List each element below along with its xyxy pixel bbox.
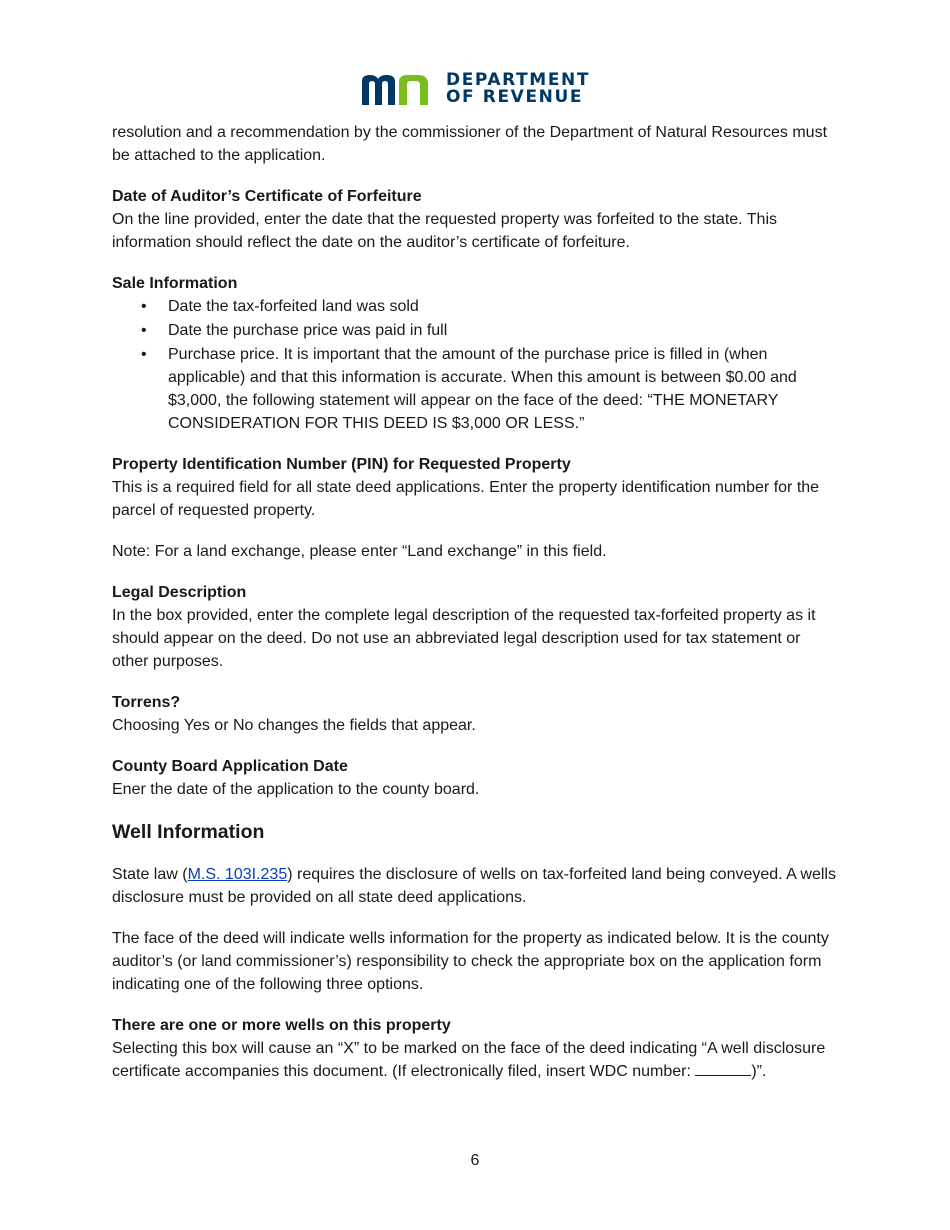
well-option-text: Selecting this box will cause an “X” to be marked on the face of the deed indicating “A well disclosure certificate accompanies this document. (If electronically filed, insert WDC number:	[112, 1040, 826, 1080]
list-item: • Purchase price. It is important that the amount of the purchase price is filled in (when applicable) and that this information is accurate. When this amount is between $0.00 and $3,000, the following statement will appear on the face of the deed: “THE MONETARY CONSIDERATION FOR THIS DEED IS $3,000 OR LESS.”	[168, 343, 840, 435]
sale-list	[112, 295, 840, 435]
well-option-heading: There are one or more wells on this property	[112, 1017, 451, 1034]
well-law-paragraph	[112, 863, 840, 909]
list-item: • Date the tax-forfeited land was sold	[168, 295, 840, 318]
wdc-number-blank	[695, 1060, 751, 1076]
well-face-paragraph: The face of the deed will indicate wells information for the property as indicated below. It is the county auditor’s (or land commissioner’s) responsibility to check the appropriate box on the application form indicating one of the following three options.	[112, 930, 829, 993]
legal-paragraph: In the box provided, enter the complete legal description of the requested tax-forfeited property as it should appear on the deed. Do not use an abbreviated legal description used for tax statement or other purposes.	[112, 607, 816, 670]
well-heading: Well Information	[112, 821, 265, 843]
pin-paragraph: This is a required field for all state deed applications. Enter the property identification number for the parcel of requested property.	[112, 479, 820, 519]
law-text-before: State law (	[112, 866, 188, 883]
well-option-end: )”.	[751, 1063, 767, 1080]
statute-link[interactable]: M.S. 103I.235	[187, 866, 288, 883]
legal-heading: Legal Description	[112, 584, 247, 601]
intro-paragraph: resolution and a recommendation by the commissioner of the Department of Natural Resources must be attached to the application.	[112, 124, 828, 164]
logo-line-2: OF REVENUE	[446, 87, 584, 107]
auditor-paragraph: On the line provided, enter the date that the requested property was forfeited to the state. This information should reflect the date on the auditor’s certificate of forfeiture.	[112, 211, 777, 251]
sale-heading: Sale Information	[112, 275, 238, 292]
page-number: 6	[470, 1152, 480, 1169]
document-body	[112, 121, 840, 1101]
torrens-heading: Torrens?	[112, 694, 181, 711]
department-logo	[360, 70, 600, 108]
torrens-paragraph: Choosing Yes or No changes the fields that appear.	[112, 717, 476, 734]
auditor-heading: Date of Auditor’s Certificate of Forfeiture	[112, 188, 422, 205]
county-board-paragraph: Ener the date of the application to the county board.	[112, 781, 480, 798]
county-board-heading: County Board Application Date	[112, 758, 348, 775]
well-option-paragraph	[112, 1037, 840, 1083]
logo-line-1: DEPARTMENT	[446, 70, 591, 90]
law-text-after: ) requires the disclosure of wells on tax-forfeited land being conveyed. A wells disclosure must be provided on all state deed applications.	[112, 866, 836, 906]
pin-note: Note: For a land exchange, please enter “Land exchange” in this field.	[112, 543, 607, 560]
minnesota-logo-icon	[360, 71, 438, 107]
list-item: • Date the purchase price was paid in full	[168, 319, 840, 342]
pin-heading: Property Identification Number (PIN) for Requested Property	[112, 456, 571, 473]
